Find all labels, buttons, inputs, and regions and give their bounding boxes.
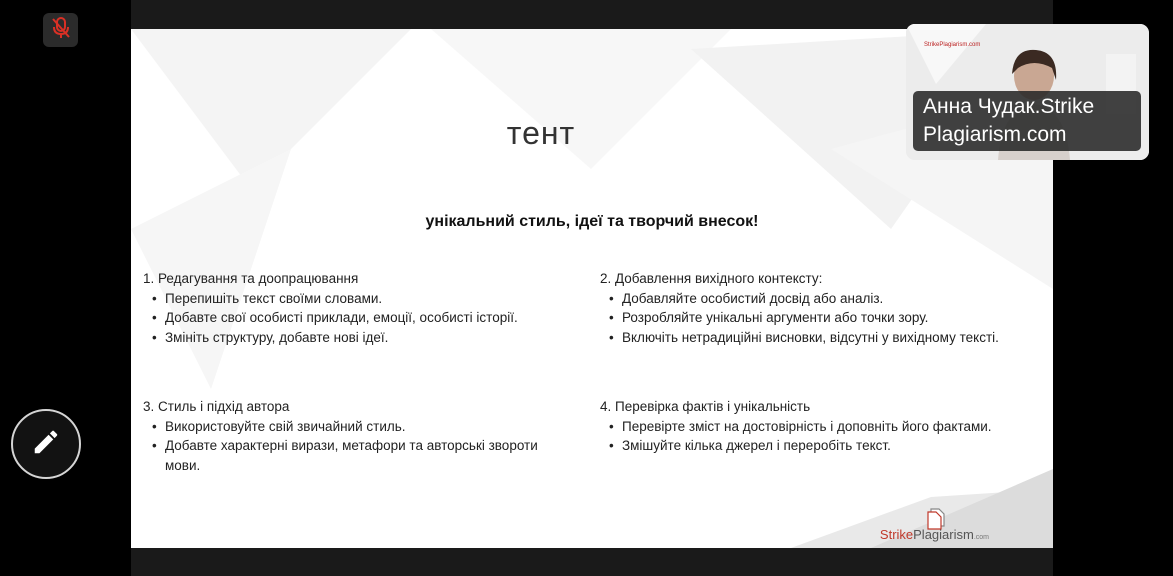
left-toolbar: [0, 0, 131, 576]
list-item: • Розробляйте унікальні аргументи або точки зору.: [622, 308, 1040, 328]
section-heading: 1. Редагування та доопрацювання: [143, 271, 359, 286]
list-item: • Добавляйте особистий досвід або аналіз.: [622, 289, 1040, 309]
section-style: [143, 397, 568, 475]
pencil-icon: [31, 427, 61, 462]
list-item: • Змішуйте кілька джерел і переробіть текст.: [622, 436, 1040, 456]
mic-muted-icon: [50, 16, 72, 45]
section-heading: 3. Стиль і підхід автора: [143, 399, 290, 414]
section-facts: [600, 397, 1040, 456]
list-item: • Добавте характерні вирази, метафори та авторські звороти мови.: [165, 436, 568, 475]
list-item: • Використовуйте свій звичайний стиль.: [165, 417, 568, 437]
list-item: • Перепишіть текст своїми словами.: [165, 289, 583, 309]
mic-toggle-button[interactable]: [43, 13, 78, 47]
list-item: • Змініть структуру, добавте нові ідеї.: [165, 328, 583, 348]
list-item: • Перевірте зміст на достовірність і доповніть його фактами.: [622, 417, 1040, 437]
list-item: • Добавте свої особисті приклади, емоції, особисті історії.: [165, 308, 583, 328]
section-editing: [143, 269, 583, 347]
section-heading: 4. Перевірка фактів і унікальність: [600, 399, 811, 414]
participant-name: Анна Чудак.Strike Plagiarism.com: [913, 91, 1141, 151]
video-logo-text: StrikePlagiarism.com: [924, 42, 981, 48]
slide-subtitle: унікальний стиль, ідеї та творчий внесок!: [425, 213, 759, 230]
section-heading: 2. Добавлення вихідного контексту:: [600, 271, 823, 286]
footer-logo: StrikePlagiarism.com: [879, 527, 989, 542]
list-item: • Включіть нетрадиційні висновки, відсутні у вихідному тексті.: [622, 328, 1040, 348]
section-context: [600, 269, 1040, 347]
participant-video-tile[interactable]: [906, 24, 1149, 160]
slide-title: тент: [506, 115, 576, 151]
annotate-button[interactable]: [11, 409, 81, 479]
